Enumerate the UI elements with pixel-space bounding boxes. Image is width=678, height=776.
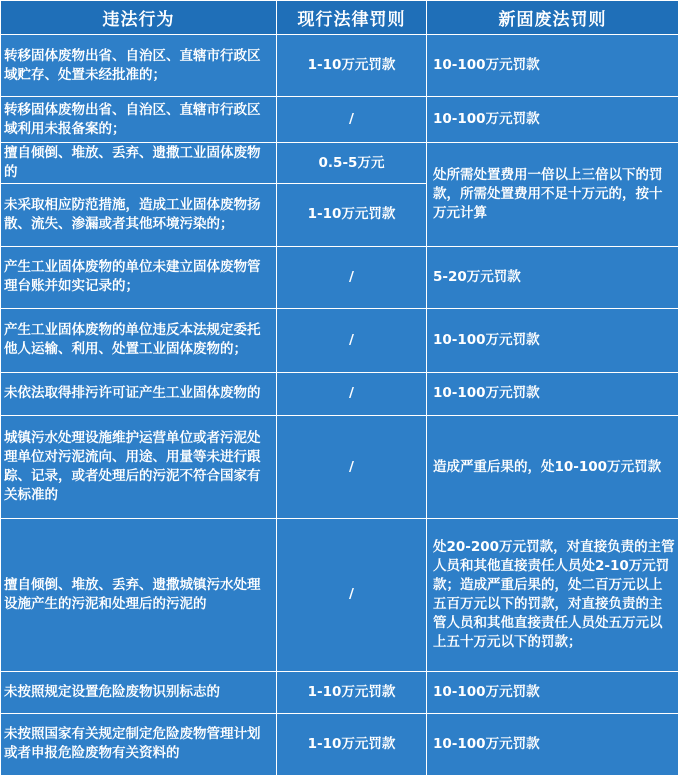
new-penalty-cell-merged: 处所需处置费用一倍以上三倍以下的罚款，所需处置费用不足十万元的，按十万元计算 <box>427 143 678 246</box>
current-penalty-cell: / <box>277 519 427 671</box>
violation-cell: 擅自倾倒、堆放、丢弃、遗撒工业固体废物的 <box>1 143 277 184</box>
current-penalty-cell: / <box>277 372 427 415</box>
current-penalty-cell: / <box>277 246 427 308</box>
violation-cell: 城镇污水处理设施维护运营单位或者污泥处理单位对污泥流向、用途、用量等未进行跟踪、记录，或者处理后的污泥不符合国家有关标准的 <box>1 415 277 518</box>
violation-cell: 未按照国家有关规定制定危险废物管理计划或者申报危险废物有关资料的 <box>1 713 277 775</box>
table-row <box>1 519 678 671</box>
header-row <box>1 1 678 35</box>
new-penalty-cell: 10-100万元罚款 <box>427 97 678 143</box>
header-current-penalty: 现行法律罚则 <box>277 1 427 35</box>
violation-cell: 未依法取得排污许可证产生工业固体废物的 <box>1 372 277 415</box>
header-new-penalty: 新固废法罚则 <box>427 1 678 35</box>
table-row <box>1 246 678 308</box>
current-penalty-cell: 1-10万元罚款 <box>277 184 427 246</box>
table-row <box>1 97 678 143</box>
current-penalty-cell: / <box>277 97 427 143</box>
new-penalty-cell: 造成严重后果的，处10-100万元罚款 <box>427 415 678 518</box>
table-row <box>1 35 678 97</box>
violation-cell: 产生工业固体废物的单位未建立固体废物管理台账并如实记录的； <box>1 246 277 308</box>
table-row <box>1 415 678 518</box>
violation-cell: 转移固体废物出省、自治区、直辖市行政区域贮存、处置未经批准的； <box>1 35 277 97</box>
table-body <box>1 35 678 776</box>
current-penalty-cell: / <box>277 308 427 372</box>
table-header <box>1 1 678 35</box>
current-penalty-cell: 1-10万元罚款 <box>277 35 427 97</box>
table-row <box>1 713 678 775</box>
violation-cell: 未采取相应防范措施，造成工业固体废物扬散、流失、渗漏或者其他环境污染的； <box>1 184 277 246</box>
new-penalty-cell: 10-100万元罚款 <box>427 308 678 372</box>
current-penalty-cell: / <box>277 415 427 518</box>
violation-cell: 转移固体废物出省、自治区、直辖市行政区域利用未报备案的； <box>1 97 277 143</box>
new-penalty-cell: 10-100万元罚款 <box>427 35 678 97</box>
table-row <box>1 143 678 184</box>
table-row <box>1 671 678 713</box>
header-violation: 违法行为 <box>1 1 277 35</box>
new-penalty-cell: 处20-200万元罚款，对直接负责的主管人员和其他直接责任人员处2-10万元罚款；造成严重后果的，处二百万元以上五百万元以下的罚款，对直接负责的主管人员和其他直接责任人员处五万元以上五十万元以下的罚款； <box>427 519 678 671</box>
violation-cell: 产生工业固体废物的单位违反本法规定委托他人运输、利用、处置工业固体废物的； <box>1 308 277 372</box>
current-penalty-cell: 0.5-5万元 <box>277 143 427 184</box>
violation-cell: 擅自倾倒、堆放、丢弃、遗撒城镇污水处理设施产生的污泥和处理后的污泥的 <box>1 519 277 671</box>
new-penalty-cell: 10-100万元罚款 <box>427 713 678 775</box>
current-penalty-cell: 1-10万元罚款 <box>277 713 427 775</box>
current-penalty-cell: 1-10万元罚款 <box>277 671 427 713</box>
new-penalty-cell: 10-100万元罚款 <box>427 372 678 415</box>
new-penalty-cell: 5-20万元罚款 <box>427 246 678 308</box>
violation-cell: 未按照规定设置危险废物识别标志的 <box>1 671 277 713</box>
new-penalty-cell: 10-100万元罚款 <box>427 671 678 713</box>
table-row <box>1 372 678 415</box>
table-row <box>1 308 678 372</box>
